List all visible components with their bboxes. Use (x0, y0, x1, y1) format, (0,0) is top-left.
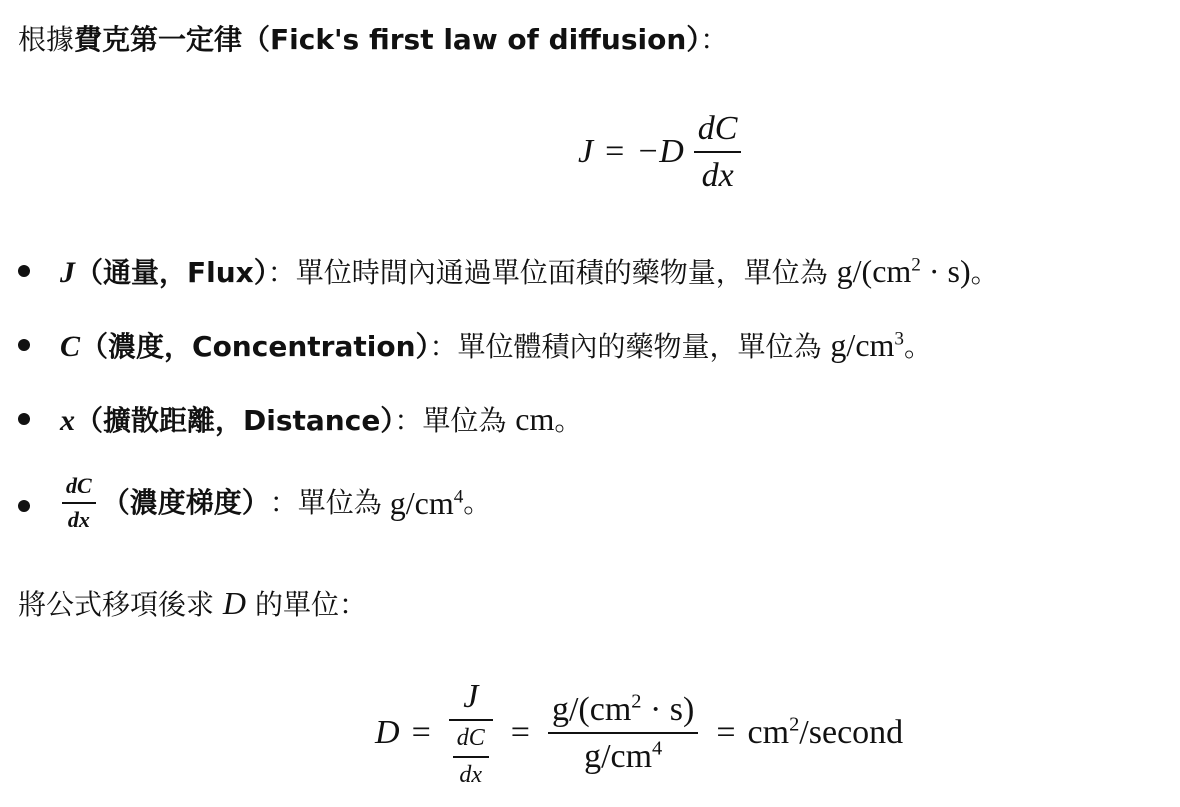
fraction-numerator: dC (697, 110, 738, 147)
bullet-dot (18, 265, 30, 277)
intro-suffix: ： (700, 23, 729, 56)
item-title: （擴散距離，Distance） (75, 404, 395, 437)
diffusion-symbol: D (222, 585, 247, 621)
list-item-concentration (60, 327, 932, 365)
equals-sign: = (411, 714, 431, 752)
fraction-denominator: dx (701, 157, 734, 195)
item-unit: cm (515, 401, 555, 437)
list-item-gradient (60, 474, 491, 532)
bullet-dot (18, 413, 30, 425)
list-item-flux (60, 253, 999, 291)
item-unit: $g/cm^4$ (389, 485, 464, 522)
equals-sign: = (605, 133, 625, 171)
result-unit: $cm^2$/second (747, 713, 904, 752)
rearrange-text-after: 的單位： (254, 588, 367, 621)
intro-prefix: 根據 (18, 23, 75, 56)
equals-sign: = (716, 714, 736, 752)
rearrange-line (18, 585, 367, 623)
item-end: 。 (904, 330, 933, 363)
item-symbol: x (60, 404, 75, 437)
item-description: ：單位為 (269, 486, 382, 520)
item-symbol: J (60, 256, 75, 289)
concentration-gradient-fraction (694, 110, 742, 195)
law-english-name: （Fick's first law of diffusion） (242, 23, 701, 56)
item-end: 。 (463, 486, 492, 520)
flux-over-gradient-fraction: $\frac{J}{\frac{dC}{dx}}$ (449, 678, 493, 788)
item-description: ：單位為 (394, 404, 507, 437)
equals-sign: = (510, 714, 530, 752)
law-name: 費克第一定律 (74, 23, 243, 56)
flux-symbol: J (578, 133, 594, 171)
fick-equation (578, 110, 747, 195)
unit-derivation-equation (375, 678, 903, 788)
fraction-bar (694, 151, 742, 153)
item-symbol: C (60, 330, 81, 363)
intro-line (18, 22, 728, 58)
bullet-dot (18, 339, 30, 351)
list-item-distance (60, 401, 582, 439)
item-title: （濃度，Concentration） (80, 330, 430, 363)
unit-fraction: $\frac{g/(cm^2 \cdot s)}{g/cm^4}$ (548, 691, 698, 776)
rearrange-text-before: 將公式移項後求 (18, 588, 215, 621)
gradient-symbol-fraction: $\frac{dC}{dx}$ (62, 474, 96, 532)
diffusion-symbol: D (375, 714, 400, 752)
item-unit: $g/cm^3$ (830, 327, 904, 363)
item-end: 。 (554, 404, 583, 437)
bullet-dot (18, 500, 30, 512)
item-description: ：單位時間內通過單位面積的藥物量，單位為 (267, 256, 828, 289)
item-description: ：單位體積內的藥物量，單位為 (429, 330, 822, 363)
nested-gradient-fraction: $\frac{dC}{dx}$ (453, 725, 489, 788)
neg-diffusion-coefficient: −D (636, 133, 684, 171)
item-unit: $g/(cm^2 \cdot s)$ (836, 253, 971, 289)
item-end: 。 (970, 256, 999, 289)
item-title: （濃度梯度） (101, 486, 270, 520)
item-title: （通量，Flux） (75, 256, 268, 289)
